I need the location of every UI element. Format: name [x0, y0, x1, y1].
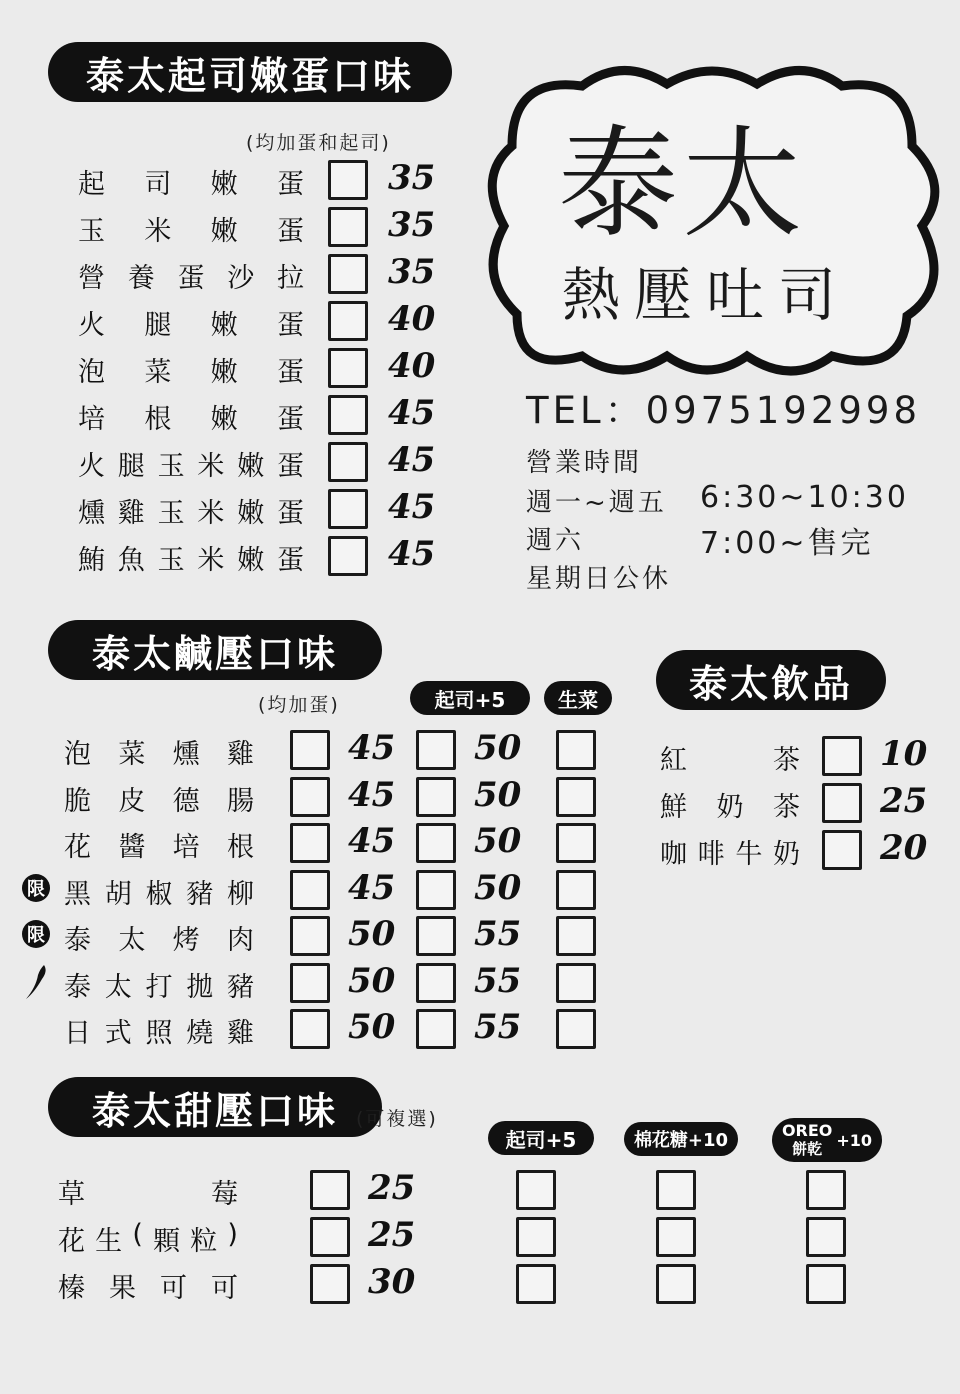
limited-badge-icon: 限 — [22, 874, 50, 902]
lettuce-checkbox[interactable] — [556, 1009, 596, 1049]
item-name: 日 式 照 燒 雞 — [64, 1018, 254, 1049]
oreo-tag-bottom: 餅乾 — [792, 1140, 823, 1158]
salty-cheese-tag: 起司+5 — [410, 681, 530, 715]
cheese-checkbox[interactable] — [516, 1217, 556, 1257]
item-price: 40 — [388, 299, 436, 339]
item-name: 咖 啡 牛 奶 — [660, 839, 800, 870]
menu-item — [0, 252, 460, 298]
brand-subtitle: 熱壓吐司 — [562, 261, 851, 329]
menu-item — [0, 440, 460, 486]
item-name: 燻 雞 玉 米 嫩 蛋 — [78, 498, 304, 529]
item-name: 泡 菜 燻 雞 — [64, 739, 254, 770]
item-name: 培 根 嫩 蛋 — [78, 404, 304, 435]
item-price: 45 — [388, 487, 436, 527]
cheese-checkbox[interactable] — [416, 916, 456, 956]
item-name: 玉 米 嫩 蛋 — [78, 216, 304, 247]
item-price: 50 — [348, 1007, 396, 1047]
item-name: 泡 菜 嫩 蛋 — [78, 357, 304, 388]
select-checkbox[interactable] — [328, 301, 368, 341]
item-name: 草 莓 — [58, 1179, 238, 1210]
item-price: 45 — [348, 867, 396, 908]
item-price: 50 — [474, 728, 522, 768]
menu-item — [0, 781, 940, 827]
oreo-checkbox[interactable] — [806, 1170, 846, 1210]
oreo-tag-top: OREO — [781, 1121, 833, 1140]
item-name: 榛 果 可 可 — [58, 1273, 238, 1304]
menu-item — [0, 914, 620, 960]
menu-item — [0, 1262, 900, 1308]
hours-saturday-time: 7:00~售完 — [700, 526, 874, 561]
sweet-section-title: 泰太甜壓口味 — [48, 1077, 382, 1137]
hours-saturday-days: 週六 — [526, 526, 585, 556]
item-name: 紅 茶 — [660, 745, 800, 776]
item-price: 25 — [368, 1168, 416, 1208]
egg-section-note: (均加蛋和起司) — [246, 132, 391, 154]
menu-item — [0, 828, 940, 874]
oreo-checkbox[interactable] — [806, 1217, 846, 1257]
item-price: 45 — [348, 728, 396, 768]
menu-item — [0, 487, 460, 533]
select-checkbox[interactable] — [328, 489, 368, 529]
menu-item — [0, 734, 940, 780]
item-price: 50 — [474, 821, 522, 861]
cheese-checkbox[interactable] — [516, 1170, 556, 1210]
drinks-section-title: 泰太飲品 — [656, 650, 886, 710]
item-price: 35 — [388, 252, 436, 292]
salty-lettuce-tag: 生菜 — [544, 681, 612, 715]
select-checkbox[interactable] — [328, 536, 368, 576]
item-price: 25 — [880, 781, 928, 821]
select-checkbox[interactable] — [310, 1217, 350, 1257]
select-checkbox[interactable] — [328, 395, 368, 435]
select-checkbox[interactable] — [290, 963, 330, 1003]
menu-item — [0, 534, 460, 580]
marshmallow-checkbox[interactable] — [656, 1264, 696, 1304]
item-name: 營 養 蛋 沙 拉 — [78, 263, 304, 294]
item-name: 脆 皮 德 腸 — [64, 785, 254, 817]
closed-day: 星期日公休 — [526, 564, 672, 594]
limited-badge-icon: 限 — [22, 920, 50, 948]
item-name: 鮪 魚 玉 米 嫩 蛋 — [78, 545, 304, 576]
marshmallow-checkbox[interactable] — [656, 1217, 696, 1257]
menu-item — [0, 346, 460, 392]
item-name: 花 生 ( 顆 粒 ) — [58, 1219, 238, 1257]
select-checkbox[interactable] — [290, 916, 330, 956]
item-price: 10 — [880, 734, 928, 774]
select-checkbox[interactable] — [310, 1264, 350, 1304]
item-price: 55 — [474, 914, 522, 954]
item-price: 50 — [348, 914, 396, 954]
menu-item — [0, 1215, 900, 1261]
item-price: 25 — [368, 1215, 416, 1255]
hours-title: 營業時間 — [526, 448, 643, 478]
select-checkbox[interactable] — [328, 254, 368, 294]
select-checkbox[interactable] — [290, 870, 330, 910]
lettuce-checkbox[interactable] — [556, 870, 596, 910]
chili-pepper-icon — [22, 961, 50, 1001]
item-name: 花 醬 培 根 — [64, 832, 254, 863]
menu-item — [0, 205, 460, 251]
cheese-checkbox[interactable] — [516, 1264, 556, 1304]
sweet-marshmallow-tag: 棉花糖+10 — [624, 1122, 738, 1156]
select-checkbox[interactable] — [328, 207, 368, 247]
item-name: 火 腿 嫩 蛋 — [78, 310, 304, 341]
item-name: 火 腿 玉 米 嫩 蛋 — [78, 451, 304, 482]
item-name: 泰 太 烤 肉 — [64, 925, 254, 956]
select-checkbox[interactable] — [290, 1009, 330, 1049]
salty-section-note: (均加蛋) — [258, 694, 340, 716]
sweet-cheese-tag: 起司+5 — [488, 1121, 594, 1155]
select-checkbox[interactable] — [822, 736, 862, 776]
item-name: 鮮 奶 茶 — [660, 792, 800, 823]
lettuce-checkbox[interactable] — [556, 963, 596, 1003]
item-price: 50 — [474, 774, 522, 815]
sweet-oreo-tag — [772, 1118, 882, 1162]
item-price: 50 — [474, 867, 522, 908]
item-price: 20 — [880, 828, 928, 868]
item-price: 45 — [388, 534, 436, 574]
item-price: 40 — [388, 346, 436, 386]
item-price: 45 — [348, 821, 396, 861]
sweet-section-note: (可複選) — [356, 1108, 438, 1130]
menu-item — [0, 299, 460, 345]
hours-weekday-time: 6:30~10:30 — [700, 480, 909, 515]
select-checkbox[interactable] — [822, 783, 862, 823]
select-checkbox[interactable] — [328, 348, 368, 388]
item-price: 35 — [388, 205, 436, 245]
select-checkbox[interactable] — [328, 442, 368, 482]
phone-number: TEL：0975192998 — [526, 389, 921, 432]
cheese-checkbox[interactable] — [416, 870, 456, 910]
oreo-tag-price: +10 — [836, 1130, 873, 1150]
cheese-checkbox[interactable] — [416, 963, 456, 1003]
lettuce-checkbox[interactable] — [556, 916, 596, 956]
menu-item — [0, 961, 620, 1007]
item-price: 50 — [348, 960, 396, 1001]
menu-item — [0, 158, 460, 204]
menu-item — [0, 1168, 900, 1214]
menu-item — [0, 1007, 620, 1053]
salty-section-title: 泰太鹹壓口味 — [48, 620, 382, 680]
item-price: 35 — [388, 158, 436, 198]
brand-name: 泰太 — [558, 115, 806, 254]
menu-item — [0, 393, 460, 439]
item-price: 45 — [348, 774, 396, 815]
item-price: 45 — [388, 393, 436, 433]
item-price: 55 — [474, 960, 522, 1001]
select-checkbox[interactable] — [822, 830, 862, 870]
cheese-checkbox[interactable] — [416, 1009, 456, 1049]
select-checkbox[interactable] — [310, 1170, 350, 1210]
hours-weekday-days: 週一~週五 — [526, 488, 667, 518]
marshmallow-checkbox[interactable] — [656, 1170, 696, 1210]
item-name: 黑 胡 椒 豬 柳 — [64, 878, 254, 910]
oreo-checkbox[interactable] — [806, 1264, 846, 1304]
item-price: 45 — [388, 440, 436, 480]
item-name: 泰 太 打 拋 豬 — [64, 971, 254, 1003]
item-price: 55 — [474, 1007, 522, 1047]
select-checkbox[interactable] — [328, 160, 368, 200]
item-name: 起 司 嫩 蛋 — [78, 169, 304, 200]
item-price: 30 — [368, 1262, 416, 1302]
menu-item — [0, 868, 620, 914]
egg-section-title: 泰太起司嫩蛋口味 — [48, 42, 452, 102]
